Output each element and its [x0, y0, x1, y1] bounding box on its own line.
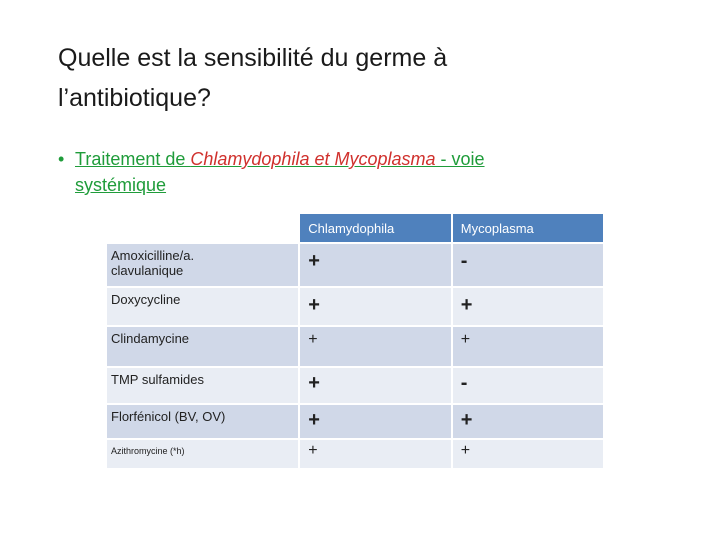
table-row	[106, 326, 604, 367]
drug-name: Florfénicol (BV, OV)	[106, 404, 299, 439]
table-row	[106, 287, 604, 326]
bullet-point	[58, 146, 658, 198]
mycoplasma-value: -	[452, 367, 604, 404]
title-line-2: l’antibiotique?	[58, 84, 211, 112]
drug-name: Azithromycine (*h)	[106, 439, 299, 469]
chlamydophila-value: +	[299, 404, 452, 439]
sensitivity-table	[105, 212, 605, 470]
drug-name	[106, 243, 299, 287]
drug-line-2: clavulanique	[111, 263, 184, 278]
table-row	[106, 439, 604, 469]
chlamydophila-value: +	[299, 326, 452, 367]
chlamydophila-value: +	[299, 367, 452, 404]
table-row	[106, 404, 604, 439]
table-row	[106, 367, 604, 404]
mycoplasma-value: +	[452, 287, 604, 326]
bullet-icon: •	[58, 149, 65, 169]
mycoplasma-value: -	[452, 243, 604, 287]
header-chlamydophila: Chlamydophila	[299, 213, 452, 243]
title-line-1: Quelle est la sensibilité du germe à	[58, 44, 448, 72]
drug-name: Clindamycine	[106, 326, 299, 367]
bullet-highlight: Chlamydophila et Mycoplasma	[190, 149, 436, 169]
chlamydophila-value: +	[299, 287, 452, 326]
slide-title	[58, 38, 678, 118]
mycoplasma-value: +	[452, 439, 604, 469]
bullet-text	[75, 146, 658, 198]
table-header-row	[106, 213, 604, 243]
chlamydophila-value: +	[299, 439, 452, 469]
drug-line-1: Amoxicilline/a.	[111, 248, 195, 263]
mycoplasma-value: +	[452, 404, 604, 439]
drug-name: TMP sulfamides	[106, 367, 299, 404]
drug-name: Doxycycline	[106, 287, 299, 326]
chlamydophila-value: +	[299, 243, 452, 287]
table-row	[106, 243, 604, 287]
header-blank	[106, 213, 299, 243]
bullet-prefix: Traitement de	[75, 149, 191, 169]
bullet-suffix-2: systémique	[75, 175, 167, 195]
header-mycoplasma: Mycoplasma	[452, 213, 604, 243]
mycoplasma-value: +	[452, 326, 604, 367]
bullet-suffix-1: - voie	[435, 149, 485, 169]
